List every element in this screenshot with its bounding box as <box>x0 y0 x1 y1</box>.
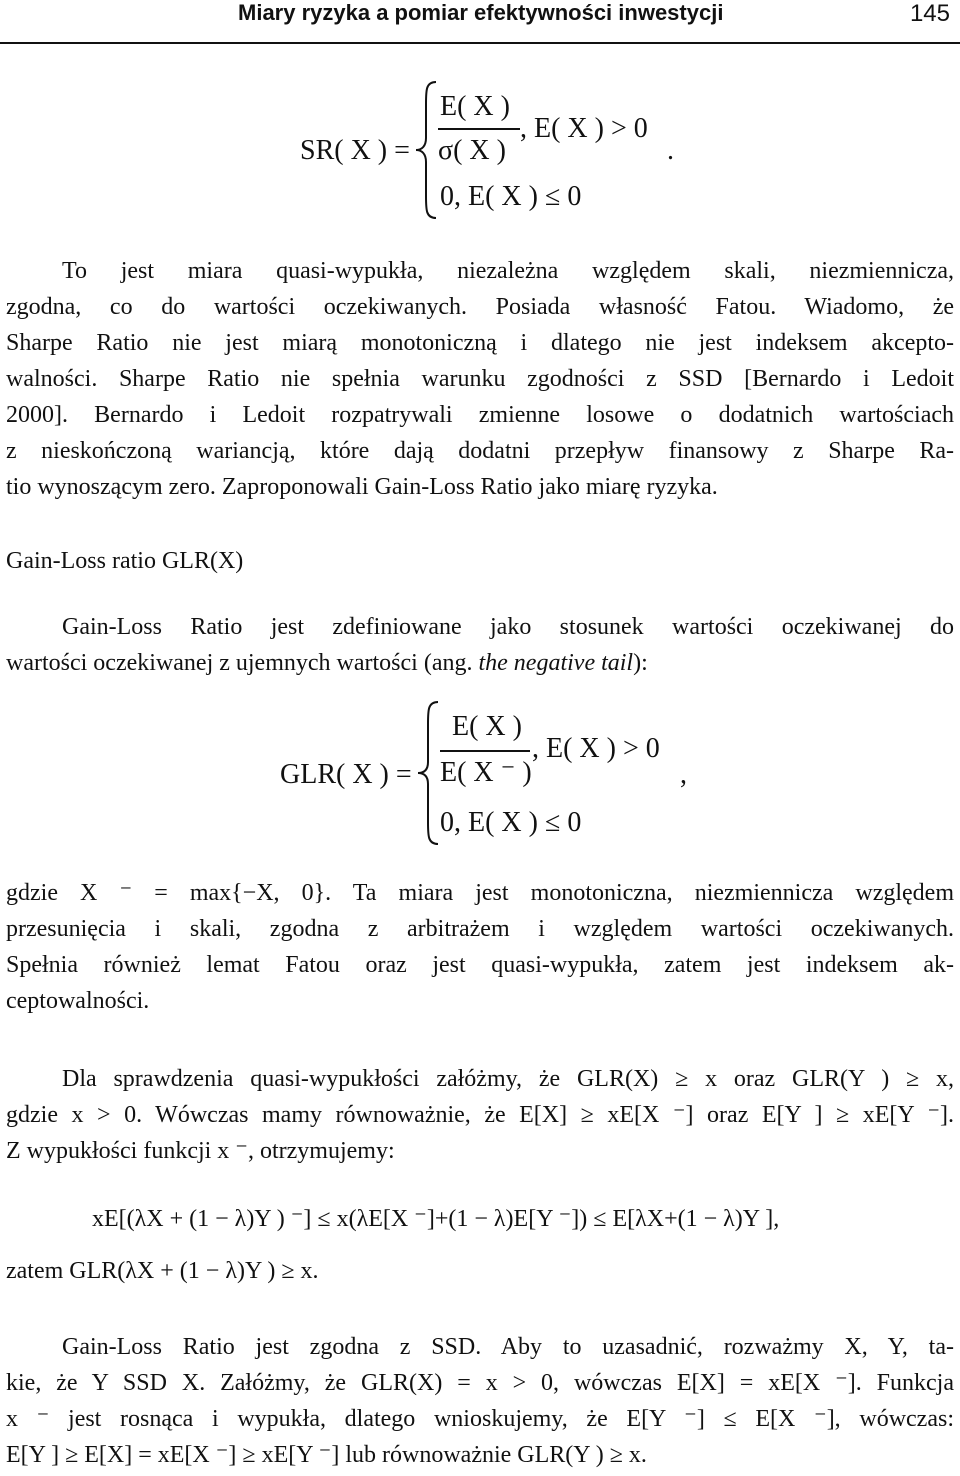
header-rule <box>0 42 960 44</box>
eq-sr-fraction-bar <box>438 128 520 130</box>
text-line: gdzie x > 0. Wówczas mamy równoważnie, że E[X] ≥ xE[X ⁻] oraz E[Y ] ≥ xE[Y ⁻]. <box>6 1102 954 1128</box>
convexity-inequality: xE[(λX + (1 − λ)Y ) ⁻] ≤ x(λE[X ⁻]+(1 − λ)E[Y ⁻]) ≤ E[λX+(1 − λ)Y ], <box>92 1206 780 1232</box>
eq-glr-lhs: GLR( X ) = <box>280 759 412 790</box>
text-line: Gain-Loss Ratio jest zdefiniowane jako stosunek wartości oczekiwanej do <box>62 614 954 640</box>
text-span: wartości oczekiwanej z ujemnych wartości (ang. <box>6 650 479 676</box>
eq-sr-case1-condition: , E( X ) > 0 <box>520 113 648 144</box>
text-line: gdzie X ⁻ = max{−X, 0}. Ta miara jest monotoniczna, niezmiennicza względem <box>6 880 954 906</box>
text-line: tio wynoszącym zero. Zaproponowali Gain-Loss Ratio jako miarę ryzyka. <box>6 474 718 500</box>
text-line: Gain-Loss Ratio jest zgodna z SSD. Aby to uzasadnić, rozważmy X, Y, ta- <box>62 1334 954 1360</box>
eq-sr-case2: 0, E( X ) ≤ 0 <box>440 181 582 212</box>
page-number: 145 <box>909 0 950 27</box>
conclusion-line: zatem GLR(λX + (1 − λ)Y ) ≥ x. <box>6 1258 319 1284</box>
text-line: Sharpe Ratio nie jest miarą monotoniczną i dlatego nie jest indeksem akcepto- <box>6 330 954 356</box>
text-line: z nieskończoną wariancją, które dają dodatni przepływ finansowy z Sharpe Ra- <box>6 438 954 464</box>
text-line: E[Y ] ≥ E[X] = xE[X ⁻] ≥ xE[Y ⁻] lub równoważnie GLR(Y ) ≥ x. <box>6 1442 647 1468</box>
eq-glr-case2: 0, E( X ) ≤ 0 <box>440 807 582 838</box>
text-line: Spełnia również lemat Fatou oraz jest quasi-wypukła, zatem jest indeksem ak- <box>6 952 954 978</box>
text-line: kie, że Y SSD X. Załóżmy, że GLR(X) = x > 0, wówczas E[X] = xE[X ⁻]. Funkcja <box>6 1370 954 1396</box>
text-line: Dla sprawdzenia quasi-wypukłości załóżmy, że GLR(X) ≥ x oraz GLR(Y ) ≥ x, <box>62 1066 954 1092</box>
english-term: the negative tail <box>478 650 634 676</box>
page-header <box>0 0 960 48</box>
eq-glr-denominator: E( X ⁻ ) <box>440 757 532 788</box>
text-line: To jest miara quasi-wypukła, niezależna względem skali, niezmiennicza, <box>62 258 954 284</box>
eq-sr-lhs: SR( X ) = <box>300 135 410 166</box>
text-line: walności. Sharpe Ratio nie spełnia warunku zgodności z SSD [Bernardo i Ledoit <box>6 366 954 392</box>
eq-sr-denominator: σ( X ) <box>438 135 506 166</box>
text-span: ): <box>633 650 648 676</box>
eq-sr-period: . <box>667 135 674 166</box>
text-line: x ⁻ jest rosnąca i wypukła, dlatego wnioskujemy, że E[Y ⁻] ≤ E[X ⁻], wówczas: <box>6 1406 954 1432</box>
eq-glr-numerator: E( X ) <box>452 711 522 742</box>
eq-glr-case1-condition: , E( X ) > 0 <box>532 733 660 764</box>
text-line: ceptowalności. <box>6 988 150 1014</box>
text-line <box>6 648 954 678</box>
text-line: 2000]. Bernardo i Ledoit rozpatrywali zmienne losowe o dodatnich wartościach <box>6 402 954 428</box>
text-line: zgodna, co do wartości oczekiwanych. Posiada własność Fatou. Wiadomo, że <box>6 294 954 320</box>
eq-glr-comma: , <box>680 759 687 790</box>
eq-glr-fraction-bar <box>440 750 530 752</box>
text-line: przesunięcia i skali, zgodna z arbitrażem i względem wartości oczekiwanych. <box>6 916 954 942</box>
eq-sr-numerator: E( X ) <box>440 91 510 122</box>
text-line: Z wypukłości funkcji x ⁻, otrzymujemy: <box>6 1138 395 1164</box>
running-title: Miary ryzyka a pomiar efektywności inwestycji <box>238 0 724 25</box>
section-heading: Gain-Loss ratio GLR(X) <box>6 548 244 574</box>
